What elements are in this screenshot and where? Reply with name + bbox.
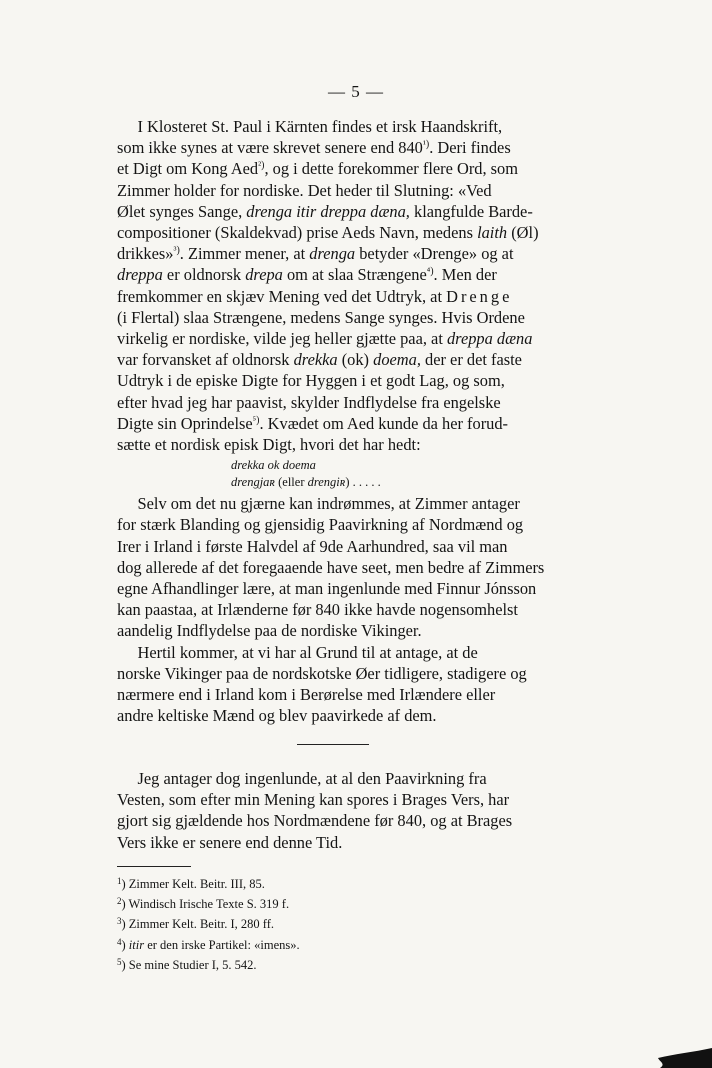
text-line: et Digt om Kong Aed: [117, 159, 259, 179]
irish-word: dreppa: [117, 265, 163, 285]
text-line: Vesten, som efter min Mening kan spores i Brages Vers, har: [117, 790, 510, 810]
norse-word: drekka: [293, 350, 338, 370]
verse-line: [231, 474, 595, 491]
main-text: [117, 116, 595, 726]
text-line: var forvansket af oldnorsk: [117, 350, 294, 370]
text-line: betyder «Drenge» og at: [355, 244, 514, 264]
text-line: . Kvædet om Aed kunde da her forud-: [259, 413, 509, 433]
footnote-italic: itir: [128, 937, 145, 952]
footnote-4: [117, 934, 595, 954]
footnote-text: ) Se mine Studier I, 5. 542.: [121, 957, 257, 972]
footnote-ref[interactable]: ⁵): [252, 414, 260, 426]
text-line: Udtryk i de episke Digte for Hyggen i et godt Lag, og som,: [117, 371, 505, 391]
text-line: sætte et nordisk episk Digt, hvori det har hedt:: [117, 435, 421, 455]
text-line: klangfulde Barde-: [409, 201, 533, 221]
page-edge-mark: [650, 1040, 712, 1068]
footnote-ref[interactable]: ²): [258, 160, 265, 172]
text-line: (ok): [337, 350, 374, 370]
irish-phrase: drenga itir dreppa dæna,: [246, 201, 410, 221]
text-line: aandelig Indflydelse paa de nordiske Vikinger.: [117, 621, 422, 641]
footnote-mark: 2: [117, 896, 122, 907]
irish-word: drenga: [309, 244, 356, 264]
norse-word: drepa: [245, 265, 283, 285]
text-line: er oldnorsk: [162, 265, 246, 285]
text-line: for stærk Blanding og gjensidig Paavirkning af Nordmænd og: [117, 515, 524, 535]
text-line: Ølet synges Sange,: [117, 201, 247, 221]
verse-line: drekka ok doema: [231, 458, 316, 473]
footnote-rule: [117, 866, 191, 867]
footnote-mark: 1: [117, 876, 122, 886]
paragraph-1: [117, 116, 595, 455]
footnote-text: ) Windisch Irische Texte S. 319 f.: [121, 897, 290, 912]
irish-word: laith: [477, 223, 508, 243]
footnote-text: ) Zimmer Kelt. Beitr. I, 280 ff.: [121, 917, 275, 932]
text-line: egne Afhandlinger lære, at man ingenlunde med Finnur Jónsson: [117, 579, 537, 599]
footnote-mark: 4: [117, 936, 122, 947]
lower-text: [117, 768, 595, 853]
footnotes: [117, 873, 595, 974]
verse-word: drengjaʀ: [231, 475, 275, 490]
footnote-mark: 5: [117, 956, 122, 967]
text-line: (i Flertal) slaa Strængene, medens Sange synges. Hvis Ordene: [117, 307, 525, 327]
paragraph-4: [117, 768, 595, 853]
text-line: Vers ikke er senere end denne Tid.: [117, 832, 343, 852]
footnote-mark: 3: [117, 916, 122, 927]
text-line: kan paastaa, at Irlænderne før 840 ikke havde nogensomhelst: [117, 600, 518, 620]
verse-quote: [231, 457, 595, 491]
text-line: virkelig er nordiske, vilde jeg heller gjætte paa, at: [117, 329, 447, 349]
footnote-5: [117, 954, 595, 974]
footnote-paren: ): [121, 937, 126, 952]
norse-word: doema,: [373, 350, 421, 370]
text-line: om at slaa Strængene: [282, 265, 427, 285]
text-line: andre keltiske Mænd og blev paavirkede af dem.: [117, 706, 437, 726]
text-line: Zimmer holder for nordiske. Det heder til Slutning: «Ved: [117, 180, 492, 200]
text-line: drikkes»: [117, 244, 174, 264]
verse-text: ) . . . . .: [345, 475, 381, 490]
footnote-3: [117, 913, 595, 933]
text-line: I Klosteret St. Paul i Kärnten findes et irsk Haandskrift,: [137, 117, 503, 136]
footnote-ref[interactable]: ⁴): [426, 266, 434, 278]
text-line: norske Vikinger paa de nordskotske Øer tidligere, stadigere og: [117, 663, 527, 683]
footnote-text: er den irske Partikel: «imens».: [144, 937, 300, 952]
paragraph-2: [117, 493, 595, 641]
text-line: Jeg antager dog ingenlunde, at al den Paavirkning fra: [137, 769, 487, 788]
irish-phrase: dreppa dæna: [446, 329, 533, 349]
footnote-2: [117, 893, 595, 913]
text-line: Hertil kommer, at vi har al Grund til at antage, at de: [137, 642, 478, 662]
verse-text: (eller: [274, 475, 308, 490]
text-line: . Zimmer mener, at: [179, 244, 310, 264]
text-line: dog allerede af det foregaaende have seet, men bedre af Zimmers: [117, 557, 545, 577]
text-line: . Deri findes: [429, 138, 511, 158]
text-line: Digte sin Oprindelse: [117, 413, 253, 433]
text-line: fremkommer en skjæv Mening ved det Udtryk, at: [117, 286, 447, 306]
text-line: compositioner (Skaldekvad) prise Aeds Navn, medens: [117, 223, 478, 243]
text-line: (Øl): [507, 223, 539, 243]
text-line: efter hvad jeg har paavist, skylder Indflydelse fra engelske: [117, 392, 501, 412]
footnote-text: ) Zimmer Kelt. Beitr. III, 85.: [121, 877, 265, 891]
verse-word: drengiʀ: [307, 475, 346, 490]
text-line: Irer i Irland i første Halvdel af 9de Aarhundred, saa vil man: [117, 536, 508, 556]
text-line: gjort sig gjældende hos Nordmændene før 840, og at Brages: [117, 811, 513, 831]
section-divider: [297, 744, 369, 745]
text-line: som ikke synes at være skrevet senere end 840: [117, 138, 423, 158]
text-line: nærmere end i Irland kom i Berørelse med Irlændere eller: [117, 685, 496, 705]
text-line: , og i dette forekommer flere Ord, som: [264, 159, 518, 179]
spaced-word: Drenge: [446, 286, 513, 306]
text-line: der er det faste: [420, 350, 522, 370]
paragraph-3: [117, 642, 595, 727]
text-line: . Men der: [433, 265, 497, 285]
footnote-ref[interactable]: ³): [173, 245, 180, 257]
footnote-1: [117, 873, 595, 893]
page-number: — 5 —: [328, 82, 384, 101]
text-line: Selv om det nu gjærne kan indrømmes, at Zimmer antager: [137, 494, 520, 514]
footnote-ref[interactable]: ¹): [422, 139, 430, 151]
